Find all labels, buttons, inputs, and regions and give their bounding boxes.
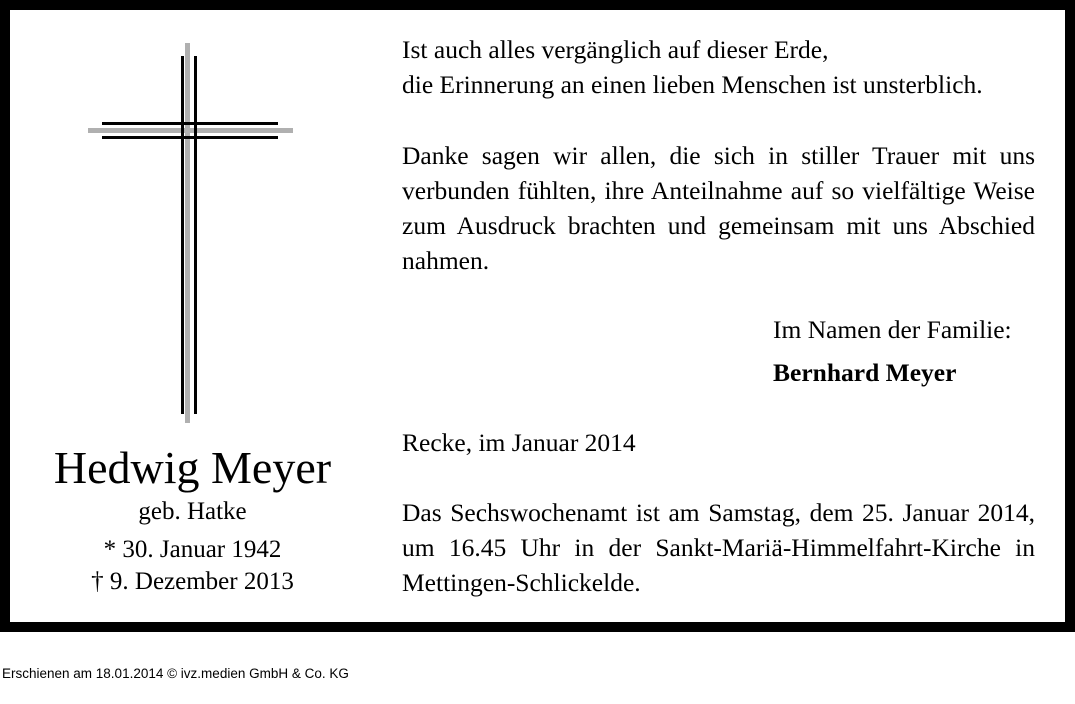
deceased-name: Hedwig Meyer — [53, 442, 332, 493]
birth-date: * 30. Januar 1942 — [103, 536, 282, 563]
death-date: † 9. Dezember 2013 — [91, 568, 294, 595]
verse-line-2: die Erinnerung an einen lieben Menschen ist unsterblich. — [402, 70, 983, 99]
service-paragraph: Das Sechswochenamt ist am Samstag, dem 25. Januar 2014, um 16.45 Uhr in der Sankt-Mariä-Himmelfahrt-Kirche in Mettingen-Schlickelde. — [402, 498, 1035, 597]
place-date: Recke, im Januar 2014 — [402, 428, 636, 457]
signature-intro: Im Namen der Familie: — [773, 315, 1012, 344]
verse-line-1: Ist auch alles vergänglich auf dieser Erde, — [402, 35, 829, 64]
cross-icon — [88, 43, 293, 423]
publication-footer: Erschienen am 18.01.2014 © ivz.medien GmbH & Co. KG — [2, 666, 349, 681]
signature-name: Bernhard Meyer — [773, 358, 957, 387]
thanks-paragraph: Danke sagen wir allen, die sich in stiller Trauer mit uns verbunden fühlten, ihre Anteilnahme auf so vielfältige Weise zum Ausdruck brachten und gemeinsam mit uns Abschied nahmen. — [402, 141, 1035, 275]
maiden-name: geb. Hatke — [138, 498, 247, 525]
